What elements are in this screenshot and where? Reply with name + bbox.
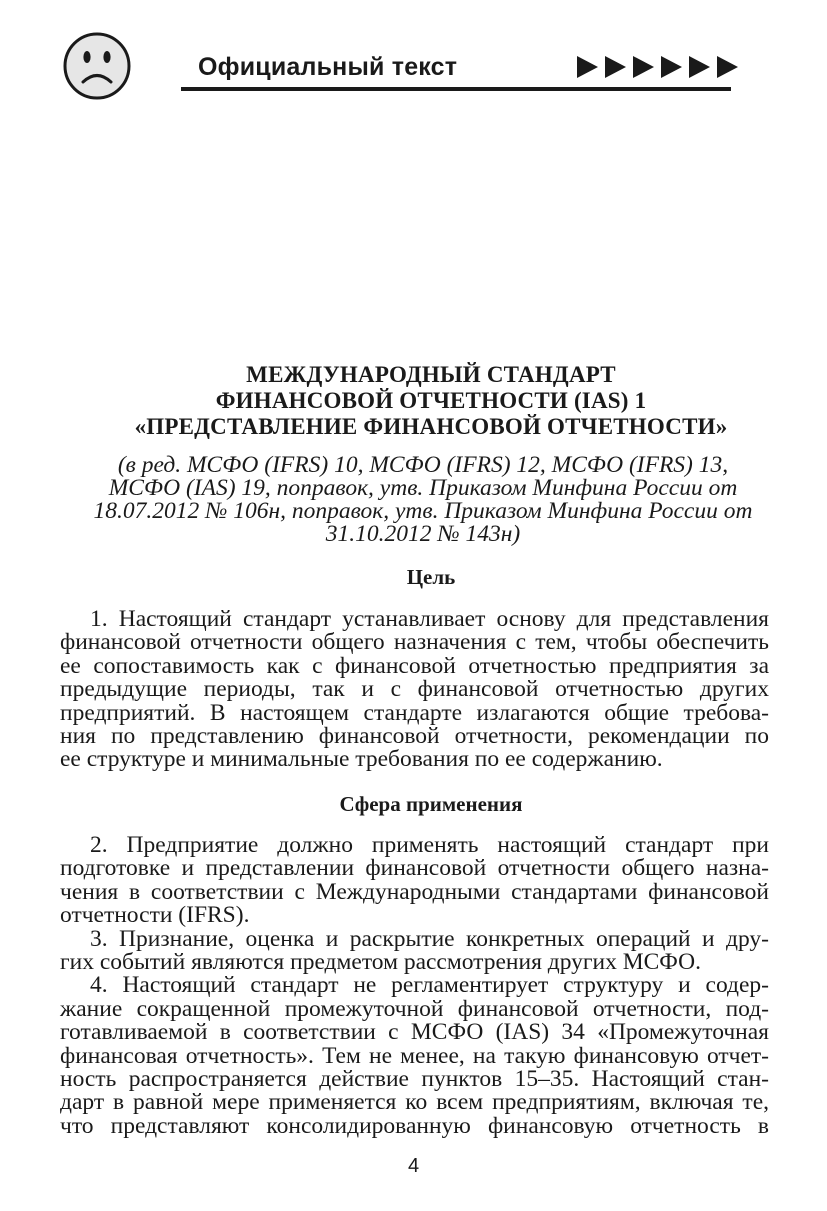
text-line: чения в соответствии с Международными стандартами финансовой xyxy=(60,878,769,905)
text-line: ность распространяется действие пунктов 15–35. Настоящий стан- xyxy=(60,1065,769,1092)
edition-note xyxy=(52,454,794,546)
running-header-title: Официальный текст xyxy=(198,53,458,81)
document-title-line: МЕЖДУНАРОДНЫЙ СТАНДАРТ xyxy=(246,362,616,387)
page-number: 4 xyxy=(407,1155,420,1177)
text-line: ее структуре и минимальные требования по ее содержанию. xyxy=(60,746,663,773)
text-line: 4. Настоящий стандарт не регламентирует структуру и содер- xyxy=(90,972,769,999)
text-line: 2. Предприятие должно применять настоящий стандарт при xyxy=(90,832,769,858)
document-title-line: ФИНАНСОВОЙ ОТЧЕТНОСТИ (IAS) 1 xyxy=(215,388,647,413)
text-line: предприятий. В настоящем стандарте излагаются общие требова- xyxy=(60,699,769,726)
edition-note-line: МСФО (IAS) 19, поправок, утв. Приказом Минфина России от xyxy=(108,475,738,501)
text-line: жание сокращенной промежуточной финансовой отчетности, под- xyxy=(60,995,769,1022)
text-line: отчетности (IFRS). xyxy=(60,902,250,929)
text-line: ее сопоставимость как с финансовой отчетностью предприятия за xyxy=(60,652,769,679)
text-line: готавливаемой в соответствии с МСФО (IAS) 34 «Промежуточная xyxy=(60,1019,769,1046)
text-line: финансовая отчетность». Тем не менее, на такую финансовую отчет- xyxy=(60,1042,769,1069)
paragraph-1 xyxy=(60,608,769,772)
text-line: гих событий являются предметом рассмотрения других МСФО. xyxy=(60,948,702,975)
header-rule xyxy=(181,87,731,91)
section-heading-scope: Сфера применения xyxy=(339,792,523,816)
text-line: что представляют консолидированную финансовую отчетность в xyxy=(60,1112,769,1139)
text-line: дарт в равной мере применяется ко всем предприятиям, включая те, xyxy=(60,1089,769,1116)
edition-note-line: (в ред. МСФО (IFRS) 10, МСФО (IFRS) 12, МСФО (IFRS) 13, xyxy=(117,452,729,478)
text-line: 3. Признание, оценка и раскрытие конкретных операций и дру- xyxy=(90,925,769,952)
edition-note-line: 18.07.2012 № 106н, поправок, утв. Приказом Минфина России от xyxy=(93,498,753,524)
section-heading-goal: Цель xyxy=(406,565,456,589)
scope-paragraphs xyxy=(60,834,769,1138)
text-line: 1. Настоящий стандарт устанавливает основу для представления xyxy=(90,606,769,632)
arrows-icon xyxy=(577,54,745,80)
text-line: предыдущие периоды, так и с финансовой отчетностью других xyxy=(60,676,769,703)
text-line: финансовой отчетности общего назначения с тем, чтобы обеспечить xyxy=(60,629,769,656)
edition-note-line: 31.10.2012 № 143н) xyxy=(325,521,521,547)
document-title xyxy=(60,362,802,440)
text-line: ния по представлению финансовой отчетности, рекомендации по xyxy=(60,722,769,749)
running-header xyxy=(0,0,827,100)
sad-face-icon xyxy=(62,31,132,101)
document-title-line: «ПРЕДСТАВЛЕНИЕ ФИНАНСОВОЙ ОТЧЕТНОСТИ» xyxy=(134,414,728,439)
text-line: подготовке и представлении финансовой отчетности общего назна- xyxy=(60,855,769,882)
